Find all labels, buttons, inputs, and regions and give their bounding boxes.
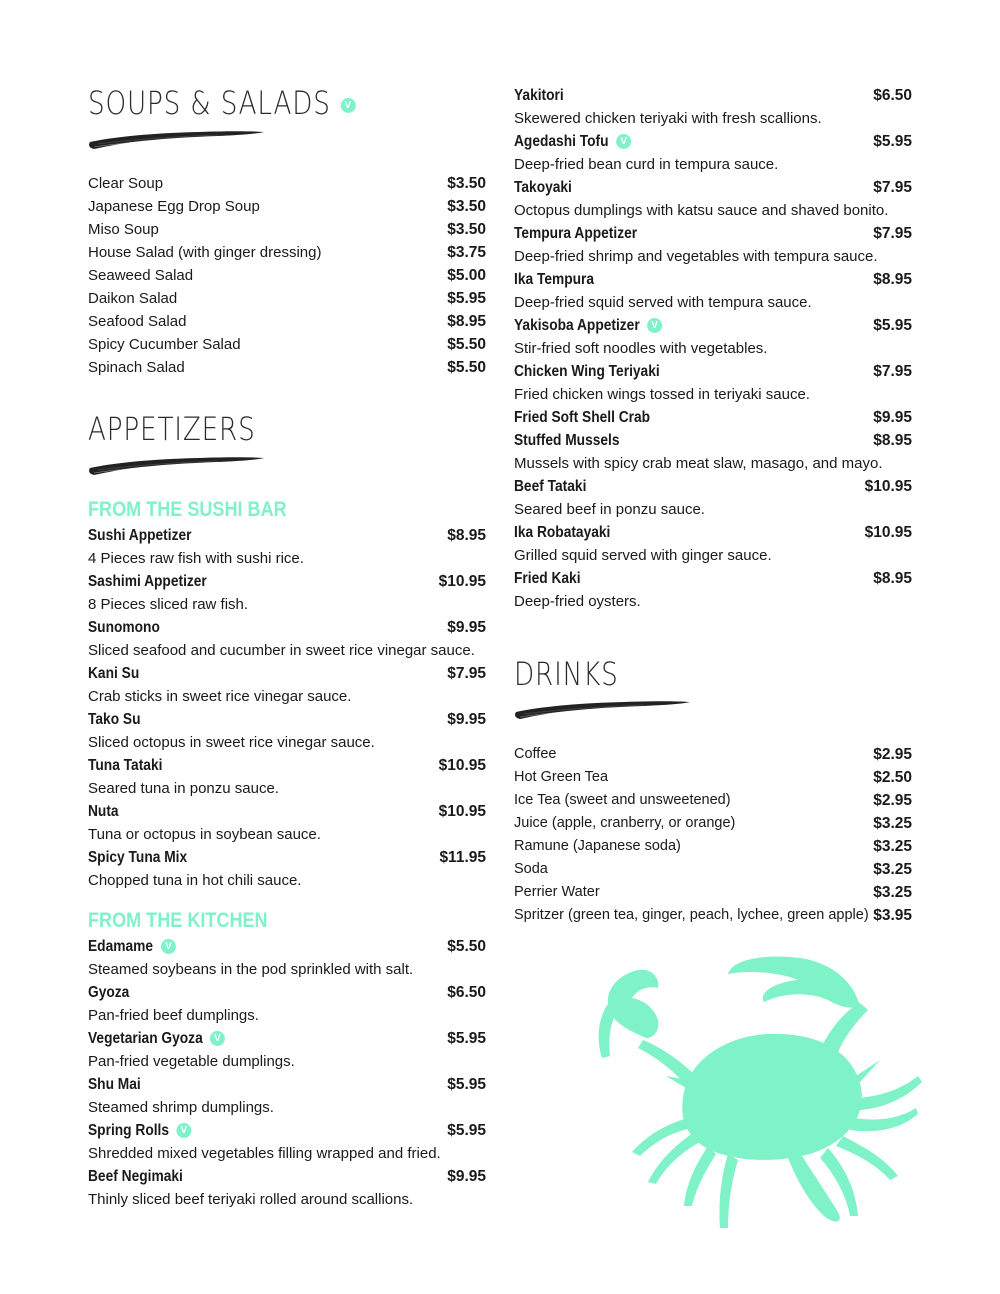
sushi-bar-heading: FROM THE SUSHI BAR (88, 498, 287, 521)
item-price: $5.95 (447, 290, 486, 307)
item-price: $6.50 (873, 87, 912, 104)
item-price: $5.95 (447, 1122, 486, 1139)
item-name-text: Gyoza (88, 984, 130, 1001)
menu-item (514, 475, 912, 498)
menu-item (514, 360, 912, 383)
item-name: Seafood Salad (88, 313, 187, 330)
item-name: Clear Soup (88, 175, 164, 192)
item-name (88, 1073, 141, 1096)
appetizers-heading: APPETIZERS (88, 410, 256, 448)
menu-item (514, 222, 912, 245)
drink-row (514, 881, 912, 904)
item-name (514, 314, 661, 337)
item-name: Seaweed Salad (88, 267, 194, 284)
menu-item (514, 268, 912, 291)
menu-item (514, 521, 912, 544)
item-name-text: Yakitori (514, 87, 564, 104)
item-price: $10.95 (438, 757, 486, 774)
item-name (514, 521, 610, 544)
menu-item (88, 981, 486, 1004)
item-description: Tuna or octopus in soybean sauce. (88, 826, 321, 843)
item-price: $3.50 (447, 198, 486, 215)
soup-salad-row (88, 333, 486, 356)
item-price: $10.95 (864, 478, 912, 495)
item-description: Grilled squid served with ginger sauce. (514, 547, 772, 564)
item-name (88, 754, 162, 777)
item-description: Pan-fried vegetable dumplings. (88, 1053, 295, 1070)
menu-item (514, 130, 912, 153)
item-name (514, 176, 572, 199)
item-price: $3.25 (873, 815, 912, 832)
item-name-text: Sushi Appetizer (88, 527, 192, 544)
item-name: House Salad (with ginger dressing) (88, 244, 322, 261)
menu-item (514, 84, 912, 107)
item-price: $7.95 (447, 665, 486, 682)
item-name (514, 222, 637, 245)
menu-item (88, 662, 486, 685)
item-price: $2.50 (873, 769, 912, 786)
item-name (514, 475, 586, 498)
soups-salads-heading: SOUPS & SALADS V (88, 86, 355, 120)
drink-row (514, 789, 912, 812)
soup-salad-row (88, 356, 486, 379)
item-price: $5.50 (447, 359, 486, 376)
item-price: $5.50 (447, 336, 486, 353)
soup-salad-row (88, 241, 486, 264)
menu-item (88, 800, 486, 823)
soup-salad-row (88, 172, 486, 195)
item-name-text: Chicken Wing Teriyaki (514, 363, 660, 380)
item-name-text: Vegetarian Gyoza (88, 1030, 203, 1047)
item-price: $9.95 (873, 409, 912, 426)
item-name: Perrier Water (514, 884, 600, 900)
item-description: Sliced octopus in sweet rice vinegar sauce. (88, 734, 375, 751)
item-name (88, 616, 160, 639)
soup-salad-row (88, 287, 486, 310)
item-price: $6.50 (447, 984, 486, 1001)
item-name-text: Nuta (88, 803, 119, 820)
menu-item (88, 570, 486, 593)
item-name-text: Spicy Tuna Mix (88, 849, 188, 866)
vegetarian-badge-icon: V (341, 98, 356, 113)
item-price: $5.50 (447, 938, 486, 955)
item-price: $9.95 (447, 619, 486, 636)
item-name (514, 567, 581, 590)
item-description: Skewered chicken teriyaki with fresh scallions. (514, 110, 822, 127)
item-description: Seared beef in ponzu sauce. (514, 501, 705, 518)
drinks-heading: DRINKS (514, 655, 619, 693)
item-name-text: Kani Su (88, 665, 140, 682)
item-name-text: Beef Tataki (514, 478, 587, 495)
menu-item (514, 314, 912, 337)
soup-salad-row (88, 218, 486, 241)
item-name-text: Beef Negimaki (88, 1168, 183, 1185)
item-name (88, 1027, 224, 1050)
appetizers-continued-list (514, 84, 912, 613)
item-description: Deep-fried squid served with tempura sauce. (514, 294, 812, 311)
item-name: Spinach Salad (88, 359, 185, 376)
soups-salads-list (88, 172, 486, 379)
menu-item (88, 754, 486, 777)
item-name (88, 935, 175, 958)
item-name: Spritzer (green tea, ginger, peach, lychee, green apple) (514, 907, 869, 923)
menu-item (88, 708, 486, 731)
item-price: $9.95 (447, 711, 486, 728)
kitchen-heading: FROM THE KITCHEN (88, 909, 268, 932)
drink-row (514, 812, 912, 835)
item-name-text: Fried Kaki (514, 570, 581, 587)
item-price: $9.95 (447, 1168, 486, 1185)
item-name-text: Edamame (88, 938, 154, 955)
item-description: Deep-fried bean curd in tempura sauce. (514, 156, 779, 173)
item-name (88, 846, 187, 869)
item-price: $2.95 (873, 792, 912, 809)
item-name: Miso Soup (88, 221, 159, 238)
item-price: $7.95 (873, 363, 912, 380)
item-price: $3.25 (873, 838, 912, 855)
vegetarian-badge-icon: V (647, 318, 662, 333)
item-price: $8.95 (873, 570, 912, 587)
vegetarian-badge-icon: V (161, 939, 176, 954)
item-price: $8.95 (873, 432, 912, 449)
item-description: Deep-fried oysters. (514, 593, 641, 610)
menu-item (88, 524, 486, 547)
item-description: Crab sticks in sweet rice vinegar sauce. (88, 688, 352, 705)
soup-salad-row (88, 264, 486, 287)
item-name: Ramune (Japanese soda) (514, 838, 681, 854)
item-price: $10.95 (864, 524, 912, 541)
item-name: Coffee (514, 746, 557, 762)
item-name (514, 360, 660, 383)
menu-item (88, 1119, 486, 1142)
drinks-list (514, 743, 912, 927)
item-description: Seared tuna in ponzu sauce. (88, 780, 279, 797)
item-name-text: Spring Rolls (88, 1122, 170, 1139)
item-description: Sliced seafood and cucumber in sweet rice vinegar sauce. (88, 642, 475, 659)
item-price: $7.95 (873, 179, 912, 196)
item-name-text: Ika Tempura (514, 271, 595, 288)
item-price: $5.95 (447, 1076, 486, 1093)
item-name-text: Ika Robatayaki (514, 524, 611, 541)
menu-item (88, 1165, 486, 1188)
item-name-text: Tako Su (88, 711, 141, 728)
item-description: Stir-fried soft noodles with vegetables. (514, 340, 768, 357)
item-name-text: Tempura Appetizer (514, 225, 638, 242)
item-price: $10.95 (438, 573, 486, 590)
item-description: Steamed soybeans in the pod sprinkled with salt. (88, 961, 414, 978)
item-price: $3.75 (447, 244, 486, 261)
menu-item (514, 429, 912, 452)
item-name (88, 662, 139, 685)
item-description: Chopped tuna in hot chili sauce. (88, 872, 302, 889)
item-name (88, 1165, 183, 1188)
brush-stroke-icon (514, 698, 692, 720)
drink-row (514, 904, 912, 927)
item-name: Soda (514, 861, 548, 877)
item-description: Steamed shrimp dumplings. (88, 1099, 274, 1116)
item-name (88, 1119, 191, 1142)
item-price: $5.00 (447, 267, 486, 284)
item-price: $8.95 (873, 271, 912, 288)
vegetarian-badge-icon: V (616, 134, 631, 149)
item-name-text: Tuna Tataki (88, 757, 163, 774)
item-price: $5.95 (873, 133, 912, 150)
item-price: $3.25 (873, 861, 912, 878)
menu-item (514, 567, 912, 590)
item-price: $3.95 (873, 907, 912, 924)
vegetarian-badge-icon: V (177, 1123, 192, 1138)
item-name (514, 268, 594, 291)
menu-item (88, 935, 486, 958)
menu-item (88, 616, 486, 639)
drink-row (514, 835, 912, 858)
item-description: 4 Pieces raw fish with sushi rice. (88, 550, 304, 567)
item-description: Thinly sliced beef teriyaki rolled around scallions. (88, 1191, 414, 1208)
brush-stroke-icon (88, 128, 266, 150)
menu-item (88, 846, 486, 869)
item-name-text: Fried Soft Shell Crab (514, 409, 651, 426)
item-name (514, 429, 620, 452)
item-description: Fried chicken wings tossed in teriyaki sauce. (514, 386, 810, 403)
item-description: Deep-fried shrimp and vegetables with tempura sauce. (514, 248, 878, 265)
item-name: Juice (apple, cranberry, or orange) (514, 815, 736, 831)
item-name (514, 130, 630, 153)
item-price: $8.95 (447, 527, 486, 544)
item-name (514, 84, 564, 107)
item-name-text: Shu Mai (88, 1076, 141, 1093)
item-name (88, 570, 207, 593)
item-description: Mussels with spicy crab meat slaw, masago, and mayo. (514, 455, 883, 472)
item-price: $5.95 (873, 317, 912, 334)
item-description: Pan-fried beef dumplings. (88, 1007, 259, 1024)
item-name: Spicy Cucumber Salad (88, 336, 241, 353)
item-name (88, 981, 129, 1004)
crab-illustration-icon (588, 948, 928, 1238)
item-name-text: Takoyaki (514, 179, 572, 196)
soup-salad-row (88, 310, 486, 333)
menu-item (514, 406, 912, 429)
item-description: 8 Pieces sliced raw fish. (88, 596, 249, 613)
menu-item (514, 176, 912, 199)
menu-item (88, 1073, 486, 1096)
item-name (88, 708, 141, 731)
drink-row (514, 766, 912, 789)
kitchen-list (88, 935, 486, 1211)
item-name-text: Yakisoba Appetizer (514, 317, 640, 334)
item-name: Hot Green Tea (514, 769, 609, 785)
item-name-text: Agedashi Tofu (514, 133, 609, 150)
vegetarian-badge-icon: V (210, 1031, 225, 1046)
item-name: Japanese Egg Drop Soup (88, 198, 260, 215)
item-price: $3.25 (873, 884, 912, 901)
menu-item (88, 1027, 486, 1050)
item-price: $8.95 (447, 313, 486, 330)
drink-row (514, 858, 912, 881)
sushi-bar-list (88, 524, 486, 892)
item-name: Daikon Salad (88, 290, 178, 307)
item-name: Ice Tea (sweet and unsweetened) (514, 792, 731, 808)
item-name-text: Sashimi Appetizer (88, 573, 207, 590)
brush-stroke-icon (88, 454, 266, 476)
item-price: $5.95 (447, 1030, 486, 1047)
item-price: $3.50 (447, 175, 486, 192)
item-name-text: Sunomono (88, 619, 160, 636)
item-description: Octopus dumplings with katsu sauce and shaved bonito. (514, 202, 889, 219)
item-price: $7.95 (873, 225, 912, 242)
item-price: $2.95 (873, 746, 912, 763)
soup-salad-row (88, 195, 486, 218)
item-description: Shredded mixed vegetables filling wrapped and fried. (88, 1145, 441, 1162)
item-price: $11.95 (439, 849, 486, 866)
item-name (514, 406, 650, 429)
item-price: $10.95 (438, 803, 486, 820)
item-price: $3.50 (447, 221, 486, 238)
drink-row (514, 743, 912, 766)
item-name-text: Stuffed Mussels (514, 432, 620, 449)
item-name (88, 524, 191, 547)
item-name (88, 800, 119, 823)
